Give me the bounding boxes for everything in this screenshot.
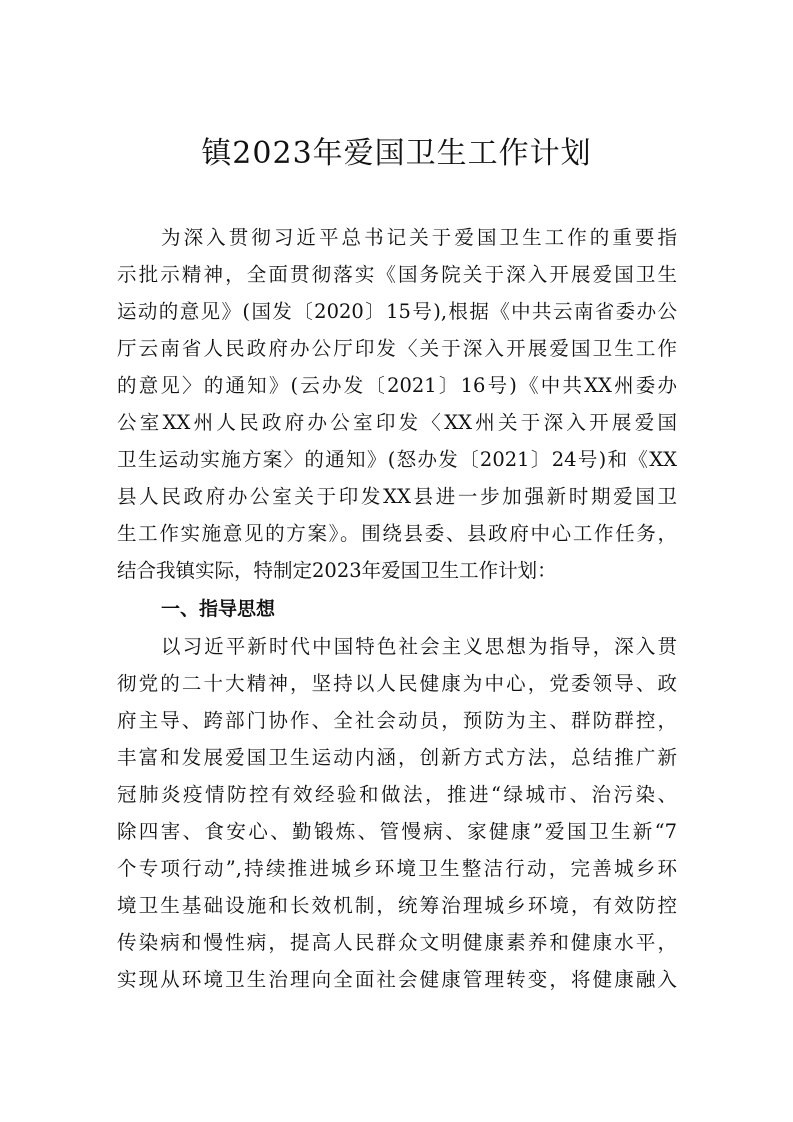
- intro-line: 厅云南省人民政府办公厅印发〈关于深入开展爱国卫生工作: [117, 337, 677, 360]
- intro-line: 的意见〉的通知》(云办发〔2021〕16号)《中共XX州委办: [117, 374, 677, 397]
- intro-line: 示批示精神，全面贯彻落实《国务院关于深入开展爱国卫生: [117, 263, 677, 286]
- intro-line: 卫生运动实施方案〉的通知》(怒办发〔2021〕24号)和《XX: [117, 448, 677, 471]
- section-line: 冠肺炎疫情防控有效经验和做法，推进“绿城市、治污染、: [117, 783, 677, 806]
- section-line: 传染病和慢性病，提高人民群众文明健康素养和健康水平，: [117, 931, 677, 954]
- section-line: 个专项行动”,持续推进城乡环境卫生整洁行动，完善城乡环: [117, 857, 677, 880]
- section-heading: 一、指导思想: [161, 598, 276, 620]
- intro-line: 生工作实施意见的方案》。围绕县委、县政府中心工作任务，: [117, 522, 677, 545]
- section-line: 彻党的二十大精神，坚持以人民健康为中心，党委领导、政: [117, 672, 677, 695]
- section-line: 除四害、食安心、勤锻炼、管慢病、家健康”爱国卫生新“7: [117, 820, 677, 843]
- section-line: 境卫生基础设施和长效机制，统筹治理城乡环境，有效防控: [117, 894, 677, 917]
- intro-line: 县人民政府办公室关于印发XX县进一步加强新时期爱国卫: [117, 485, 677, 508]
- intro-line: 为深入贯彻习近平总书记关于爱国卫生工作的重要指: [161, 226, 677, 249]
- section-line: 实现从环境卫生治理向全面社会健康管理转变，将健康融入: [117, 968, 677, 991]
- document-title: 镇2023年爱国卫生工作计划: [201, 136, 592, 171]
- section-line: 以习近平新时代中国特色社会主义思想为指导，深入贯: [161, 635, 677, 658]
- intro-line: 结合我镇实际，特制定2023年爱国卫生工作计划：: [117, 559, 557, 582]
- intro-line: 公室XX州人民政府办公室印发〈XX州关于深入开展爱国: [117, 411, 677, 434]
- section-line: 丰富和发展爱国卫生运动内涵，创新方式方法，总结推广新: [117, 746, 677, 769]
- intro-line: 运动的意见》(国发〔2020〕15号),根据《中共云南省委办公: [117, 300, 677, 323]
- section-line: 府主导、跨部门协作、全社会动员，预防为主、群防群控，: [117, 709, 677, 732]
